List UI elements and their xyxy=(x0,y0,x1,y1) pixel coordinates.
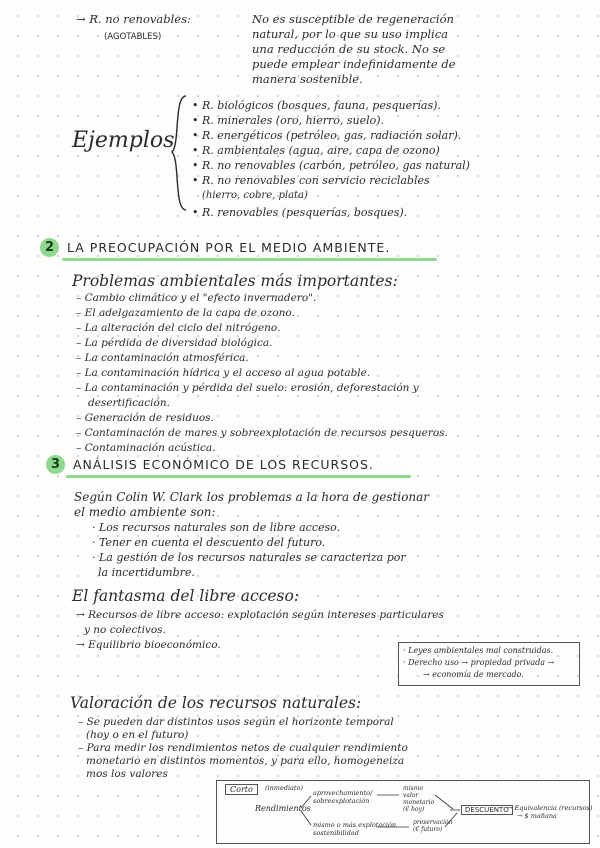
fantasma-line: y no colectivos. xyxy=(84,624,166,636)
curly-brace-icon xyxy=(168,94,190,214)
problem-item: – La contaminación hídrica y el acceso al agua potable. xyxy=(76,367,371,379)
examples-label: Ejemplos xyxy=(72,128,175,153)
intro-line: el medio ambiente son: xyxy=(74,505,216,519)
valoracion-heading: Valoración de los recursos naturales: xyxy=(70,694,362,712)
example-item: • R. renovables (pesquerías, bosques). xyxy=(192,206,408,219)
problem-item: – La alteración del ciclo del nitrógeno. xyxy=(76,322,281,334)
diagram-largo: mismo o más explotación sostenibilidad xyxy=(313,821,397,837)
problem-item: – El adelgazamiento de la capa de ozono. xyxy=(76,307,295,319)
example-item-detail: (hierro, cobre, plata) xyxy=(202,190,308,201)
example-item: • R. biológicos (bosques, fauna, pesquerías). xyxy=(192,99,441,112)
fantasma-line: → Recursos de libre acceso: explotación según intereses particulares xyxy=(76,609,444,621)
nonrenewable-definition xyxy=(252,12,456,87)
section-underline xyxy=(62,258,437,261)
definition-line: una reducción de su stock. No se xyxy=(252,42,446,56)
valoracion-line: (hoy o en el futuro) xyxy=(86,729,189,741)
valoracion-line: – Se pueden dar distintos usos según el horizonte temporal xyxy=(78,716,394,728)
definition-line: natural, por lo que su uso implica xyxy=(252,27,449,41)
problem-item: – Contaminación acústica. xyxy=(76,442,216,454)
diagram-rendimientos: Rendimientos xyxy=(255,804,311,813)
fantasma-lines xyxy=(76,608,444,653)
valoracion-line: mos los valores xyxy=(86,768,168,780)
valoracion-line: monetario en distintos momentos, y para ello, homogeneiza xyxy=(86,755,405,767)
intro-line: Según Colin W. Clark los problemas a la hora de gestionar xyxy=(74,490,430,504)
clark-bullet: · La gestión de los recursos naturales se caracteriza por xyxy=(92,551,406,564)
problem-item: – La contaminación y pérdida del suelo: erosión, deforestación y xyxy=(76,382,419,394)
nonrenewable-term xyxy=(76,12,191,27)
problem-item: – Generación de residuos. xyxy=(76,412,214,424)
example-item: • R. minerales (oro, hierro, suelo). xyxy=(192,114,385,127)
section-underline xyxy=(66,475,411,478)
note-line: · Derecho uso → propiedad privada → xyxy=(403,658,555,667)
fantasma-line: → Equilibrio bioeconómico. xyxy=(76,639,221,651)
nonrenewable-sublabel: (AGOTABLES) xyxy=(104,32,162,42)
definition-line: No es susceptible de regeneración xyxy=(252,12,454,26)
valoracion-lines xyxy=(78,716,408,781)
clark-problems xyxy=(92,520,406,580)
note-line: · Leyes ambientales mal construidas. xyxy=(403,646,554,655)
problem-item: – La pérdida de diversidad biológica. xyxy=(76,337,273,349)
valuation-diagram xyxy=(216,780,593,844)
clark-bullet: la incertidumbre. xyxy=(98,566,195,579)
note-box xyxy=(398,642,580,686)
diagram-arrows xyxy=(217,781,589,843)
problem-item: – Contaminación de mares y sobreexplotación de recursos pesqueros. xyxy=(76,427,448,439)
section-2-subheading: Problemas ambientales más importantes: xyxy=(72,272,398,290)
clark-intro xyxy=(74,490,429,520)
valoracion-line: – Para medir los rendimientos netos de cualquier rendimiento xyxy=(78,742,408,754)
problem-item: – La contaminación atmosférica. xyxy=(76,352,249,364)
example-item: • R. ambientales (agua, aire, capa de ozono) xyxy=(192,144,440,157)
diagram-result: → Equivalencia (recursos) → $ mañana xyxy=(507,804,593,820)
section-3-header xyxy=(46,455,374,474)
diagram-pres: preservación (€ futuro) xyxy=(413,819,453,833)
examples-list xyxy=(192,98,470,220)
section-number: 2 xyxy=(40,238,59,257)
section-number: 3 xyxy=(46,455,65,474)
problems-list xyxy=(76,291,448,456)
example-item: • R. no renovables (carbón, petróleo, gas natural) xyxy=(192,159,470,172)
section-title: LA PREOCUPACIÓN POR EL MEDIO AMBIENTE. xyxy=(67,240,391,255)
section-title: ANÁLISIS ECONÓMICO DE LOS RECURSOS. xyxy=(73,457,374,472)
example-item: • R. energéticos (petróleo, gas, radiación solar). xyxy=(192,129,462,142)
clark-bullet: · Tener en cuenta el descuento del futuro. xyxy=(92,536,326,549)
problem-item: – Cambio climático y el "efecto invernadero". xyxy=(76,292,317,304)
problem-item: desertificación. xyxy=(88,397,170,409)
definition-line: puede emplear indefinidamente de xyxy=(252,57,456,71)
nonrenewable-label: → R. no renovables: xyxy=(76,12,191,26)
diagram-corto-note: (inmediato) xyxy=(265,784,303,792)
note-line: → economía de mercado. xyxy=(423,670,524,679)
diagram-corto: Corto xyxy=(225,784,258,795)
diagram-descuento: DESCUENTO xyxy=(461,805,513,815)
definition-line: manera sostenible. xyxy=(252,72,363,86)
fantasma-heading: El fantasma del libre acceso: xyxy=(72,587,300,605)
diagram-aprov: aprovechamiento/ sobreexplotación xyxy=(313,789,373,805)
diagram-mismo: mismo valor monetario (€ hoy) xyxy=(403,785,435,813)
clark-bullet: · Los recursos naturales son de libre acceso. xyxy=(92,521,341,534)
section-2-header xyxy=(40,238,390,257)
example-item: • R. no renovables con servicio reciclables xyxy=(192,174,430,187)
